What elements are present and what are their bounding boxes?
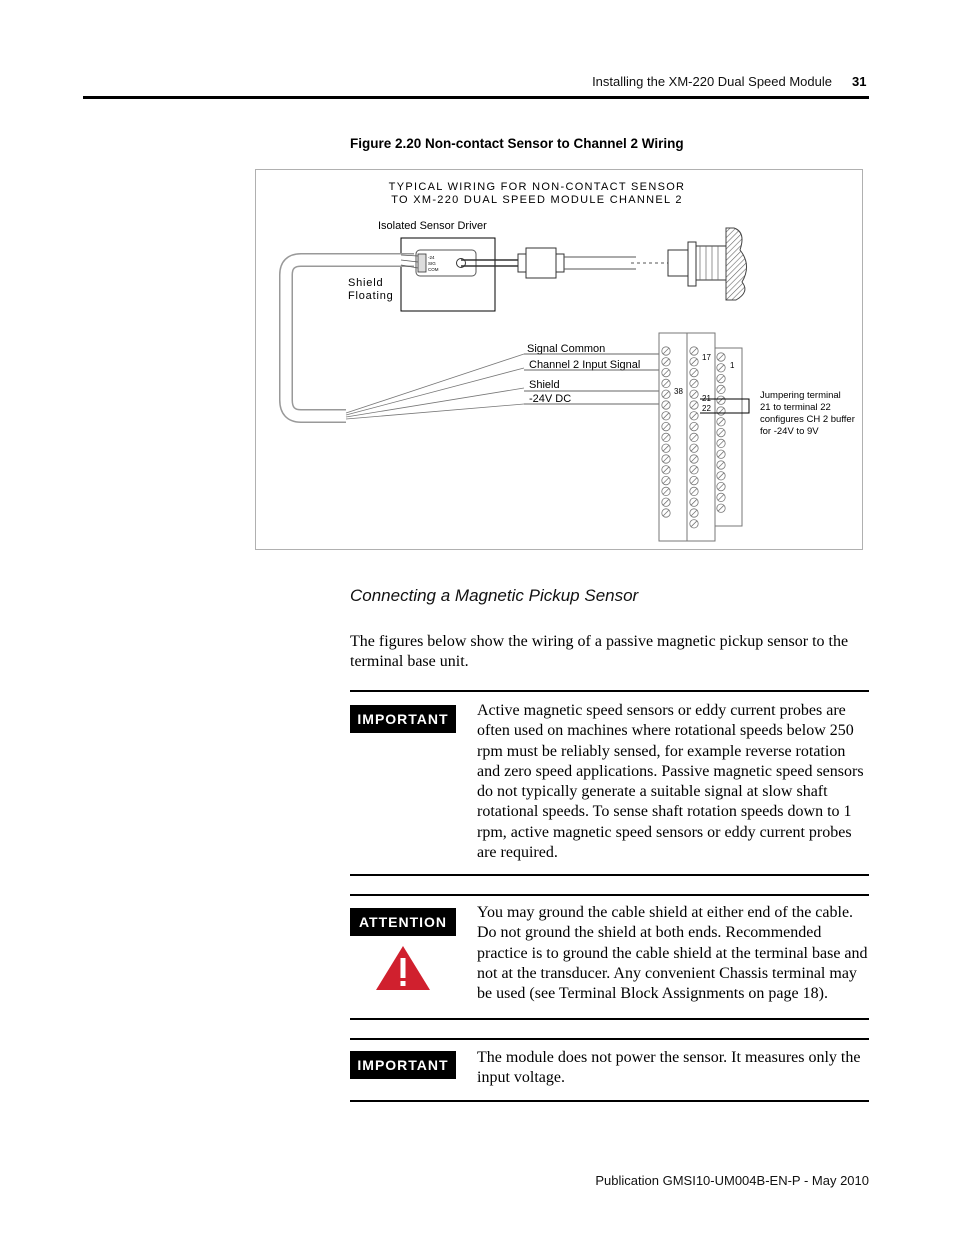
wiring-figure [255, 169, 863, 550]
wire-channel2-signal [346, 368, 524, 415]
figure-caption: Figure 2.20 Non-contact Sensor to Channel 2 Wiring [350, 136, 684, 151]
driver-pin-label: -24 [428, 255, 435, 260]
publication-footer: Publication GMSI10-UM004B-EN-P - May 2010 [595, 1173, 869, 1188]
notice-top-rule [350, 894, 869, 896]
driver-pin-label: COM [428, 267, 439, 272]
jumper-note: configures CH 2 buffer [760, 414, 855, 425]
jumper-note: Jumpering terminal [760, 390, 841, 401]
figure-title-line2: TO XM-220 DUAL SPEED MODULE CHANNEL 2 [391, 194, 683, 206]
notice-bottom-rule [350, 1100, 869, 1102]
warning-triangle-icon [374, 944, 432, 992]
terminal-screws-middle [690, 347, 698, 528]
notice-text: The module does not power the sensor. It measures only the input voltage. [477, 1049, 861, 1087]
jumper-note: for -24V to 9V [760, 426, 819, 437]
wiring-diagram [256, 170, 864, 551]
cable-connector [518, 254, 526, 272]
driver-label: Isolated Sensor Driver [378, 220, 487, 232]
page-number: 31 [852, 74, 867, 89]
wire-label: Channel 2 Input Signal [529, 359, 641, 371]
terminal-number: 1 [730, 361, 735, 370]
important-badge: IMPORTANT [350, 1051, 456, 1079]
section-heading: Connecting a Magnetic Pickup Sensor [350, 586, 639, 605]
driver-terminal-strip [418, 254, 426, 272]
probe-body [696, 246, 726, 280]
notice-top-rule [350, 1038, 869, 1040]
wire-24v [346, 404, 524, 419]
wire-signal-common [346, 354, 524, 413]
terminal-screws-right [717, 353, 725, 513]
probe-housing [668, 250, 688, 276]
intro-paragraph: The figures below show the wiring of a passive magnetic pickup sensor to the terminal base unit. [350, 633, 849, 670]
notice-text: You may ground the cable shield at either end of the cable. Do not ground the shield at both ends. Recommended practice is to ground the cable shield at the terminal base and not at the transducer. Any convenient Chassis terminal may be used (see Terminal Block Assignments on page 18). [477, 904, 868, 1003]
notice-top-rule [350, 690, 869, 692]
terminal-number: 38 [674, 387, 683, 396]
jumper-note: 21 to terminal 22 [760, 402, 831, 413]
notice-bottom-rule [350, 874, 869, 876]
notice-text: Active magnetic speed sensors or eddy current probes are often used on machines where rotational speeds below 250 rpm must be reliably sensed, for example reverse rotation and zero speed applications. Passive magnetic speed sensors do not typically generate a suitable signal at slow shaft rotational speeds. To sense shaft rotation speeds down to 1 rpm, active magnetic speed sensors or eddy current probes are required. [477, 702, 864, 862]
target-shaft [726, 228, 747, 300]
shield-floating-label: Floating [348, 290, 394, 302]
wire-label: Signal Common [527, 343, 606, 355]
wire-label: -24V DC [529, 393, 572, 405]
shield-floating-label: Shield [348, 277, 384, 289]
cable-connector [556, 254, 564, 272]
figure-title-line1: TYPICAL WIRING FOR NON-CONTACT SENSOR [388, 181, 686, 193]
probe-mount [688, 242, 696, 286]
terminal-number: 21 [702, 394, 711, 403]
terminal-number: 22 [702, 404, 711, 413]
terminal-number: 17 [702, 353, 711, 362]
important-badge: IMPORTANT [350, 705, 456, 733]
wire-shield [346, 388, 524, 417]
running-header: Installing the XM-220 Dual Speed Module [592, 74, 832, 89]
driver-pin-label: SIG [428, 261, 436, 266]
attention-badge: ATTENTION [350, 908, 456, 936]
wire-label: Shield [529, 379, 560, 391]
cable-connector [526, 248, 556, 278]
notice-bottom-rule [350, 1018, 869, 1020]
header-rule [83, 96, 869, 99]
